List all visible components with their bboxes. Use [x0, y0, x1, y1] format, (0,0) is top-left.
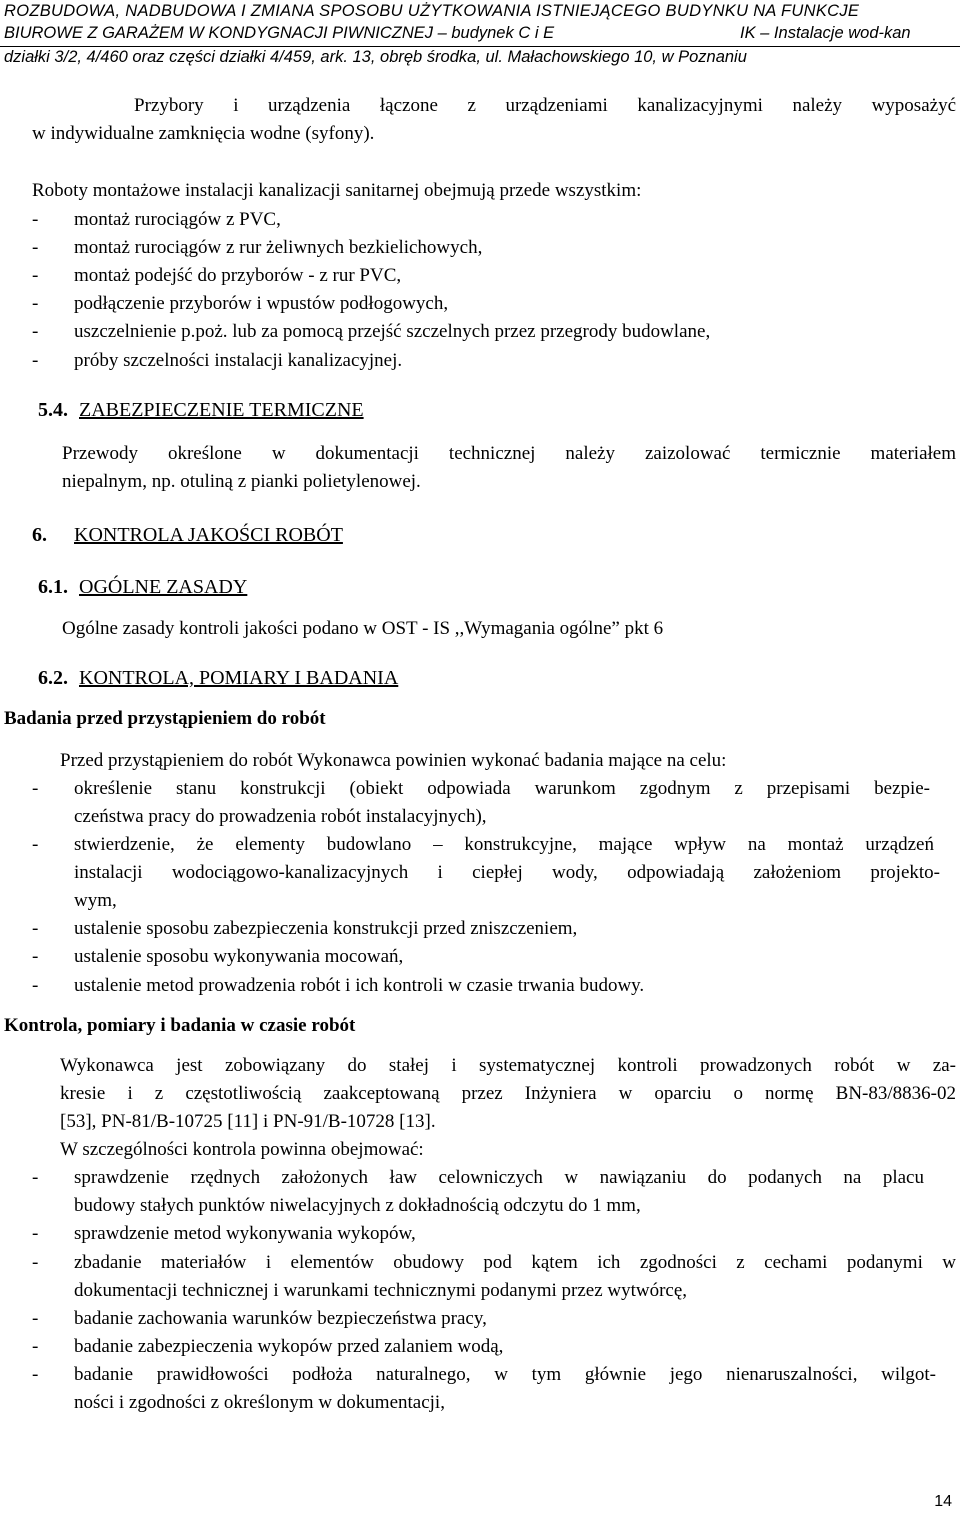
- roboty-item: montaż rurociągów z PVC,: [74, 209, 281, 230]
- header-line-1: ROZBUDOWA, NADBUDOWA I ZMIANA SPOSOBU UŻYTKOWANIA ISTNIEJĄCEGO BUDYNKU NA FUNKCJE: [4, 2, 860, 20]
- badania-item-2b: instalacji wodociągowo-kanalizacyjnych i ciepłej wody, odpowiadają założeniom projekto-: [74, 862, 940, 883]
- header-line-2: [4, 22, 956, 44]
- kontrola-p4: W szczególności kontrola powinna obejmować:: [60, 1139, 424, 1160]
- intro-line-1: Przybory i urządzenia łączone z urządzeniami kanalizacyjnymi należy wyposażyć: [134, 95, 956, 116]
- roboty-item: montaż rurociągów z rur żeliwnych bezkielichowych,: [74, 237, 483, 258]
- kontrola-item-2: sprawdzenie metod wykonywania wykopów,: [74, 1223, 416, 1244]
- list-dash: -: [32, 265, 39, 286]
- header-line-2-left: BIUROWE Z GARAŻEM W KONDYGNACJI PIWNICZNEJ – budynek C i E: [4, 24, 555, 42]
- section-number: 6.2.: [38, 667, 68, 689]
- list-dash: -: [32, 237, 39, 258]
- kontrola-item-6a: badanie prawidłowości podłoża naturalnego, w tym głównie jego nienaruszalności, wilgot-: [74, 1364, 936, 1385]
- kontrola-item-1a: sprawdzenie rzędnych założonych ław celowniczych w nawiązaniu do podanych na placu: [74, 1167, 924, 1188]
- section-number: 6.: [32, 524, 47, 546]
- list-dash: -: [32, 321, 39, 342]
- roboty-item: montaż podejść do przyborów - z rur PVC,: [74, 265, 402, 286]
- kontrola-item-5: badanie zabezpieczenia wykopów przed zalaniem wodą,: [74, 1336, 504, 1357]
- kontrola-item-1b: budowy stałych punktów niwelacyjnych z dokładnością odczytu do 1 mm,: [74, 1195, 641, 1216]
- list-dash: -: [32, 209, 39, 230]
- badania-lead: Przed przystąpieniem do robót Wykonawca powinien wykonać badania mające na celu:: [60, 750, 727, 771]
- kontrola-item-6b: ności i zgodności z określonym w dokumentacji,: [74, 1392, 445, 1413]
- kontrola-p1: Wykonawca jest zobowiązany do stałej i systematycznej kontroli prowadzonych robót w za-: [60, 1055, 956, 1076]
- list-dash: -: [32, 946, 39, 967]
- intro-line-2: w indywidualne zamknięcia wodne (syfony).: [32, 123, 375, 144]
- header-line-3: działki 3/2, 4/460 oraz części działki 4/459, ark. 13, obręb środka, ul. Małachowskiego 10, w Poznaniu: [4, 48, 747, 66]
- badania-item-3: ustalenie sposobu zabezpieczenia konstrukcji przed zniszczeniem,: [74, 918, 578, 939]
- list-dash: -: [32, 1336, 39, 1357]
- badania-item-4: ustalenie sposobu wykonywania mocowań,: [74, 946, 404, 967]
- header-line-2-right: IK – Instalacje wod-kan: [740, 24, 911, 42]
- section-number: 6.1.: [38, 576, 68, 598]
- section-number: 5.4.: [38, 399, 68, 421]
- roboty-item: podłączenie przyborów i wpustów podłogowych,: [74, 293, 449, 314]
- list-dash: -: [32, 918, 39, 939]
- list-dash: -: [32, 1364, 39, 1385]
- section-6-1-heading: [38, 573, 247, 601]
- badania-item-1a: określenie stanu konstrukcji (obiekt odpowiada warunkom zgodnym z przepisami bezpie-: [74, 778, 930, 799]
- roboty-lead: Roboty montażowe instalacji kanalizacji sanitarnej obejmują przede wszystkim:: [32, 180, 642, 201]
- list-dash: -: [32, 1223, 39, 1244]
- kontrola-item-3a: zbadanie materiałów i elementów obudowy pod kątem ich zgodności z cechami podanymi w: [74, 1252, 956, 1273]
- list-dash: -: [32, 293, 39, 314]
- page-number: 14: [934, 1493, 952, 1510]
- roboty-item: próby szczelności instalacji kanalizacyjnej.: [74, 350, 403, 371]
- section-title: OGÓLNE ZASADY: [79, 576, 248, 598]
- badania-item-5: ustalenie metod prowadzenia robót i ich kontroli w czasie trwania budowy.: [74, 975, 645, 996]
- section-title: ZABEZPIECZENIE TERMICZNE: [79, 399, 364, 421]
- list-dash: -: [32, 834, 39, 855]
- s61-text: Ogólne zasady kontroli jakości podano w OST - IS ,,Wymagania ogólne” pkt 6: [62, 618, 664, 639]
- kontrola-heading: Kontrola, pomiary i badania w czasie robót: [4, 1015, 356, 1036]
- s54-line-2: niepalnym, np. otuliną z pianki polietylenowej.: [62, 471, 421, 492]
- list-dash: -: [32, 778, 39, 799]
- section-6-heading: [32, 521, 343, 549]
- section-6-2-heading: [38, 664, 398, 692]
- section-title: KONTROLA, POMIARY I BADANIA: [79, 667, 399, 689]
- kontrola-item-3b: dokumentacji technicznej i warunkami technicznymi podanymi przez wytwórcę,: [74, 1280, 688, 1301]
- header-divider: [0, 46, 960, 47]
- list-dash: -: [32, 975, 39, 996]
- badania-item-2a: stwierdzenie, że elementy budowlano – konstrukcyjne, mające wpływ na montaż urządzeń: [74, 834, 934, 855]
- kontrola-item-4: badanie zachowania warunków bezpieczeństwa pracy,: [74, 1308, 487, 1329]
- badania-item-2c: wym,: [74, 890, 117, 911]
- kontrola-p2: kresie i z częstotliwością zaakceptowaną przez Inżyniera w oparciu o normę BN-83/8836-02: [60, 1083, 956, 1104]
- roboty-item: uszczelnienie p.poż. lub za pomocą przejść szczelnych przez przegrody budowlane,: [74, 321, 711, 342]
- list-dash: -: [32, 1167, 39, 1188]
- s54-line-1: Przewody określone w dokumentacji technicznej należy zaizolować termicznie materiałem: [62, 443, 956, 464]
- section-title: KONTROLA JAKOŚCI ROBÓT: [74, 524, 343, 546]
- badania-item-1b: czeństwa pracy do prowadzenia robót instalacyjnych),: [74, 806, 487, 827]
- list-dash: -: [32, 1252, 39, 1273]
- list-dash: -: [32, 350, 39, 371]
- badania-heading: Badania przed przystąpieniem do robót: [4, 708, 326, 729]
- kontrola-p3: [53], PN-81/B-10725 [11] i PN-91/B-10728 [13].: [60, 1111, 436, 1132]
- section-5-4-heading: [38, 396, 364, 424]
- list-dash: -: [32, 1308, 39, 1329]
